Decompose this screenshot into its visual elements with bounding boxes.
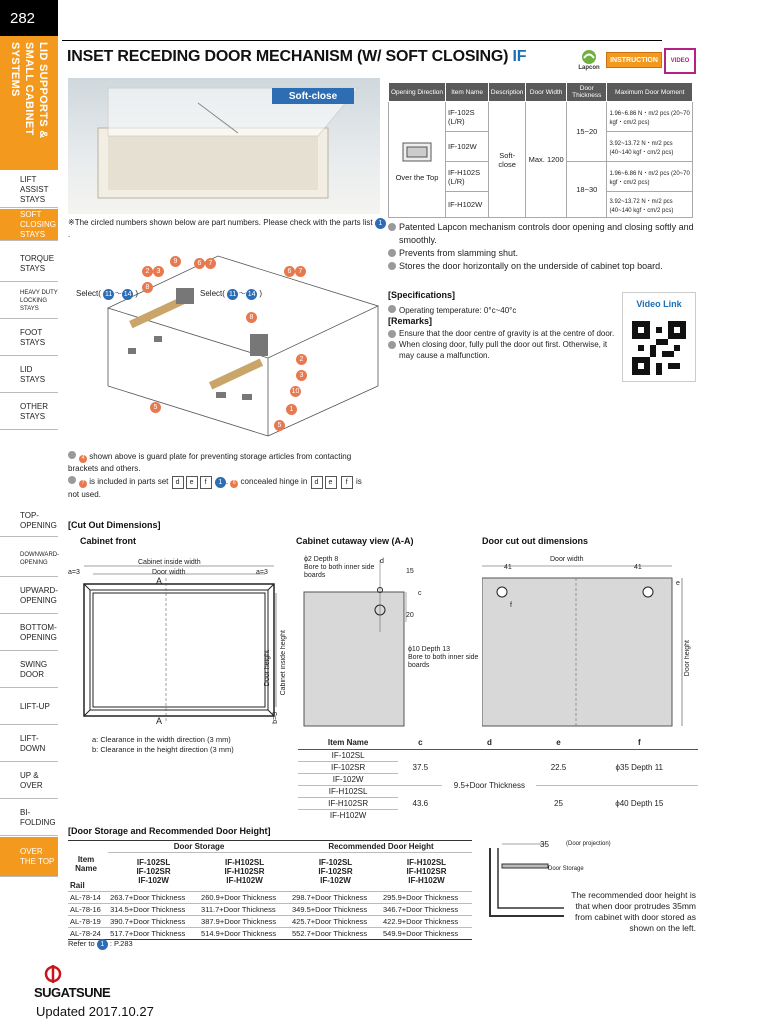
part-circle: 8 — [246, 306, 257, 324]
door-projection-label: (Door projection) — [566, 841, 611, 847]
door-cut-diagram — [482, 552, 698, 732]
video-link-box[interactable]: Video Link — [622, 292, 696, 382]
updated-date: Updated 2017.10.27 — [36, 1004, 154, 1019]
clearance-b: b: Clearance in the height direction (3 mm) — [92, 745, 234, 754]
page-number: 282 — [0, 0, 58, 36]
a3-left-label: a=3 — [68, 569, 80, 576]
door-storage-table: Door Storage Recommended Door Height Item Name Rail IF-102SL IF-102SR IF-102W IF-H102SL IF-H102SR IF-H102W IF-102SL IF-102SR IF-102W IF-H102SL IF-H102SR IF-H102W AL-78-14 263.7+Door Thickness 260.9+Door Thickness 298.7+Door Thickness 295.9+Door Thickness AL-78-16 314.5+Door Thickness 311.7+Door Thickness 349.5+Door Thickness 346.7+Door Thickness AL-78-19 390.7+Door Thickness 387.9+Door Thickness 425.7+Door Thickness 422.9+Door Thickness AL-78-24 517.7+Door Thickness 514.9+Door Thickness 552.7+Door Thickness 549.9+Door Thickness — [68, 840, 472, 940]
n15-label: 15 — [406, 568, 414, 575]
n41a-label: 41 — [504, 564, 512, 571]
e-label: e — [676, 580, 680, 587]
section-a-bottom: A — [156, 716, 163, 726]
part-circle: 8 — [142, 276, 153, 294]
door-height-label-2: Door height — [684, 640, 691, 677]
door-cut-heading: Door cut out dimensions — [482, 536, 589, 546]
cabinet-inside-width-label: Cabinet inside width — [138, 559, 201, 566]
specifications-heading: [Specifications] — [388, 290, 456, 300]
sidebar-item-other-stays[interactable]: OTHER STAYS — [0, 394, 58, 430]
recommended-height-note: The recommended door height is that when door protrudes 35mm from cabinet with door stored as shown on the left. — [571, 890, 696, 933]
guard-note: 4 shown above is guard plate for preventing storage articles from contacting brackets and others. — [68, 452, 352, 473]
qr-code-icon — [632, 321, 686, 375]
phi10-label: ϕ10 Depth 13 — [408, 646, 451, 653]
n41b-label: 41 — [634, 564, 642, 571]
refer-note: Refer to 1 : P.283 — [68, 939, 133, 948]
brand-mark-icon — [38, 965, 68, 985]
table-row: AL-78-14 263.7+Door Thickness 260.9+Door Thickness 298.7+Door Thickness 295.9+Door Thickness — [68, 891, 472, 903]
sidebar-item-lift-down[interactable]: LIFT-DOWN — [0, 726, 58, 762]
part-circle: 6 7 — [284, 260, 306, 278]
exploded-diagram — [68, 246, 386, 442]
sidebar-item-lift-assist-stays[interactable]: LIFT ASSIST STAYS — [0, 172, 58, 208]
part-circle: 5 — [150, 396, 161, 414]
part-circle: 5 — [274, 414, 285, 432]
f-label: f — [510, 602, 512, 609]
video-badge[interactable]: VIDEO — [664, 48, 696, 74]
sidebar-item-over-the-top[interactable]: OVER THE TOP — [0, 837, 58, 877]
d-label: d — [380, 558, 384, 565]
feature-list: Patented Lapcon mechanism controls door opening and closing softly and smoothly. Prevents from slamming shut. Stores the door horizontally on the underside of cabinet top board. — [388, 221, 698, 273]
sidebar-item-foot-stays[interactable]: FOOT STAYS — [0, 320, 58, 356]
sidebar-item-swing-door[interactable]: SWING DOOR — [0, 652, 58, 688]
c-label: c — [418, 590, 422, 597]
table-row: AL-78-16 314.5+Door Thickness 311.7+Door Thickness 349.5+Door Thickness 346.7+Door Thickness — [68, 903, 472, 915]
b3-label: b=3 — [272, 712, 279, 724]
n35-label: 35 — [540, 840, 549, 849]
bore-inner-label: Bore to both inner side boards — [304, 564, 375, 579]
product-photo — [68, 78, 380, 214]
cabinet-front-heading: Cabinet front — [80, 536, 136, 546]
table-row: AL-78-24 517.7+Door Thickness 514.9+Door Thickness 552.7+Door Thickness 549.9+Door Thickness — [68, 927, 472, 939]
remarks-heading: [Remarks] — [388, 316, 433, 326]
over-the-top-icon — [397, 137, 437, 171]
door-height-label: Door height — [264, 650, 271, 687]
section-tab: LID SUPPORTS & SMALL CABINET SYSTEMS — [0, 36, 58, 170]
sidebar-item-lid-stays[interactable]: LID STAYS — [0, 357, 58, 393]
door-storage-diagram — [486, 838, 566, 920]
part-circle: 1 — [286, 398, 297, 416]
sidebar-item-torque-stays[interactable]: TORQUE STAYS — [0, 246, 58, 282]
remarks-list: Ensure that the door centre of gravity is at the centre of door. When closing door, fully pull the door out first. Otherwise, it may cause a malfunction. — [388, 328, 620, 361]
part-circle: 6 7 — [194, 252, 216, 270]
section-a-top: A — [156, 576, 163, 586]
sidebar-item-up-and-over[interactable]: UP & OVER — [0, 763, 58, 799]
clearance-a: a: Clearance in the width direction (3 mm) — [92, 735, 231, 744]
sidebar-item-upward-opening[interactable]: UPWARD-OPENING — [0, 578, 58, 614]
cut-out-heading: [Cut Out Dimensions] — [68, 520, 161, 530]
instruction-badge[interactable]: INSTRUCTION — [606, 52, 662, 68]
phi2-label: ϕ2 Depth 8 — [304, 556, 339, 563]
part-circle: 2 3 — [142, 260, 164, 278]
n20-label: 20 — [406, 612, 414, 619]
sidebar-item-heavy-duty-locking-stays[interactable]: HEAVY DUTY LOCKING STAYS — [0, 283, 58, 319]
soft-close-label: Soft-close — [272, 88, 354, 104]
page-title: INSET RECEDING DOOR MECHANISM (W/ SOFT CLOSING) IF — [67, 48, 527, 65]
bore-inner-label-2: Bore to both inner side boards — [408, 654, 479, 669]
sidebar-item-lift-up[interactable]: LIFT-UP — [0, 689, 58, 725]
cutaway-heading: Cabinet cutaway view (A-A) — [296, 536, 414, 546]
part-circle: 10 — [291, 388, 300, 395]
cut-dimension-table: Item Name c d e f IF-102SL 37.5 9.5+Door Thickness 22.5 ϕ35 Depth 11 IF-102SR IF-102W IF-H102SL 43.6 25 ϕ40 Depth 15 IF-H102SR IF-H102W — [298, 736, 698, 821]
door-width-label-2: Door width — [550, 556, 584, 563]
cabinet-inside-height-label: Cabinet inside height — [280, 630, 287, 696]
select-label-right: Select( 11 〜 14 ) — [200, 289, 263, 298]
door-storage-label: Door Storage — [548, 866, 584, 872]
spec-item: Operating temperature: 0°c~40°c — [388, 303, 516, 316]
door-width-label: Door width — [152, 569, 186, 576]
part-circle: 9 — [170, 250, 181, 268]
cabinet-front-diagram — [66, 552, 286, 730]
lapcon-logo: Lapcon — [576, 46, 602, 74]
sugatsune-logo: SUGATSUNE — [34, 965, 110, 1000]
sidebar-item-downward-opening[interactable]: DOWNWARD-OPENING — [0, 541, 58, 577]
table-row: AL-78-19 390.7+Door Thickness 387.9+Door Thickness 425.7+Door Thickness 422.9+Door Thickness — [68, 915, 472, 927]
part-circle: 2 — [296, 348, 307, 366]
part-circle: 3 — [296, 364, 307, 382]
sidebar-item-bi-folding[interactable]: BI-FOLDING — [0, 800, 58, 836]
sidebar-item-bottom-opening[interactable]: BOTTOM-OPENING — [0, 615, 58, 651]
a3-right-label: a=3 — [256, 569, 268, 576]
included-note: 7 is included in parts set d e f 1 . 6 concealed hinge in d e f is not used. — [68, 477, 362, 499]
select-label-left: Select( 11 〜 14 ) — [76, 289, 139, 298]
title-rule — [62, 40, 662, 41]
sidebar-item-top-opening[interactable]: TOP-OPENING — [0, 505, 58, 537]
part-note: ※The circled numbers shown below are part numbers. Please check with the parts list 1. — [68, 217, 386, 240]
storage-heading: [Door Storage and Recommended Door Height] — [68, 826, 271, 836]
product-table: Opening Direction Item Name Description Door Width Door Thickness Maximum Door Moment Over the Top IF-102S (L/R) Soft-close Max. 1200 15~20 1.96~6.86 N・m/2 pcs (20~70 kgf・cm/2 pcs) IF-102W 3.92~13.72 N・m/2 pcs (40~140 kgf・cm/2 pcs) IF-H102S (L/R) 18~30 1.96~6.86 N・m/2 pcs (20~70 kgf・cm/2 pcs) IF-H102W 3.92~13.72 N・m/2 pcs (40~140 kgf・cm/2 pcs) — [388, 82, 693, 218]
sidebar-item-soft-closing-stays[interactable]: SOFT CLOSING STAYS — [0, 209, 58, 241]
